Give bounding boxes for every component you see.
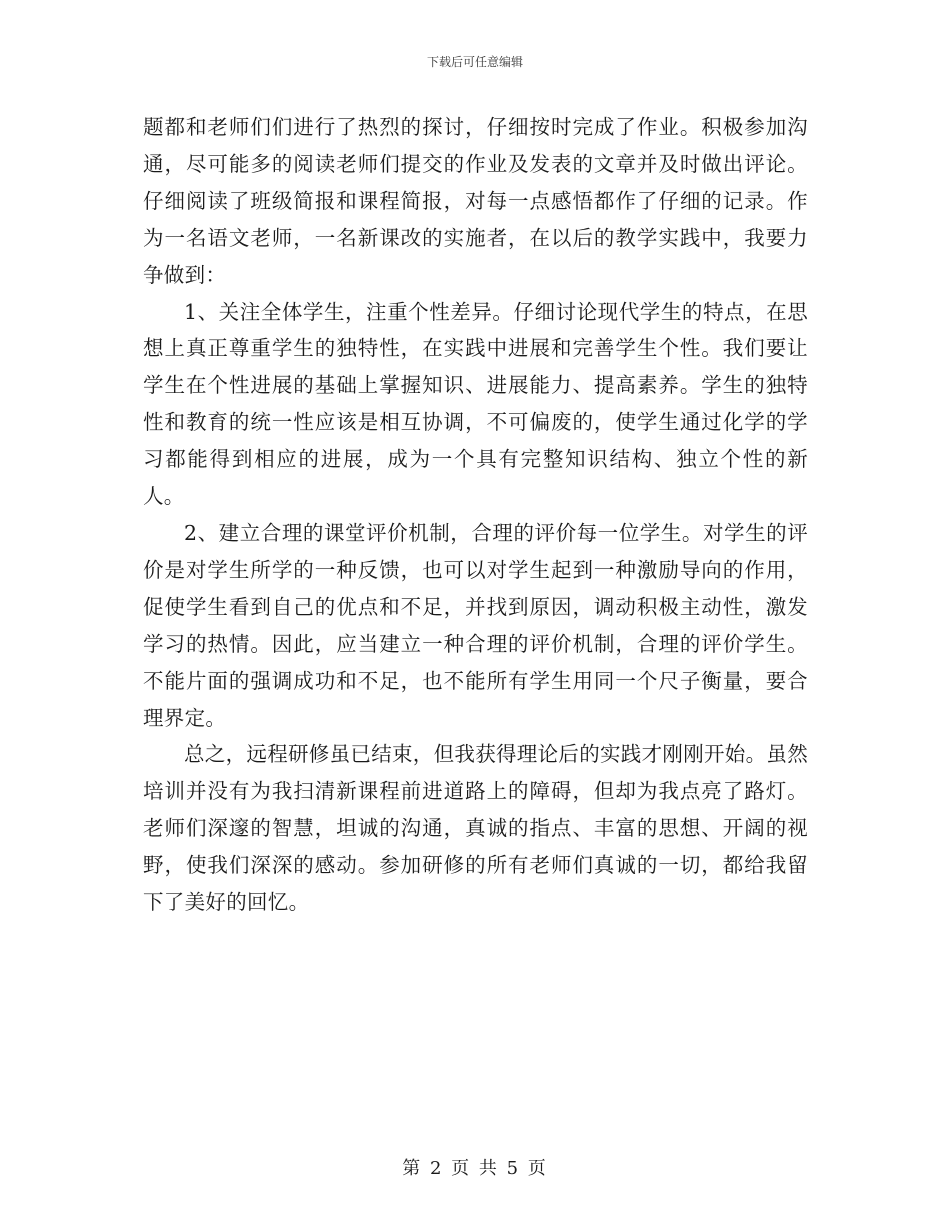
page-header: 下载后可任意编辑 bbox=[426, 55, 523, 69]
document-body bbox=[143, 109, 808, 921]
paragraph-point-1: 1、关注全体学生，注重个性差异。仔细讨论现代学生的特点，在思想上真正尊重学生的独特性，在实践中进展和完善学生个性。我们要让学生在个性进展的基础上掌握知识、进展能力、提高素养。学生的独特性和教育的统一性应该是相互协调，不可偏废的，使学生通过化学的学习都能得到相应的进展，成为一个具有完整知识结构、独立个性的新人。 bbox=[143, 299, 808, 509]
paragraph-conclusion: 总之，远程研修虽已结束，但我获得理论后的实践才刚刚开始。虽然培训并没有为我扫清新课程前进道路上的障碍，但却为我点亮了路灯。老师们深邃的智慧，坦诚的沟通，真诚的指点、丰富的思想、开阔的视野，使我们深深的感动。参加研修的所有老师们真诚的一切，都给我留下了美好的回忆。 bbox=[143, 742, 808, 915]
paragraph-continuation: 题都和老师们们进行了热烈的探讨，仔细按时完成了作业。积极参加沟通，尽可能多的阅读老师们提交的作业及发表的文章并及时做出评论。仔细阅读了班级简报和课程简报，对每一点感悟都作了仔细的记录。作为一名语文老师，一名新课改的实施者，在以后的教学实践中，我要力争做到： bbox=[143, 115, 808, 287]
page-number-footer: 第 2 页 共 5 页 bbox=[402, 1158, 548, 1179]
paragraph-point-2: 2、建立合理的课堂评价机制，合理的评价每一位学生。对学生的评价是对学生所学的一种反馈，也可以对学生起到一种激励导向的作用，促使学生看到自己的优点和不足，并找到原因，调动积极主动性，激发学习的热情。因此，应当建立一种合理的评价机制，合理的评价学生。不能片面的强调成功和不足，也不能所有学生用同一个尺子衡量，要合理界定。 bbox=[143, 520, 808, 730]
